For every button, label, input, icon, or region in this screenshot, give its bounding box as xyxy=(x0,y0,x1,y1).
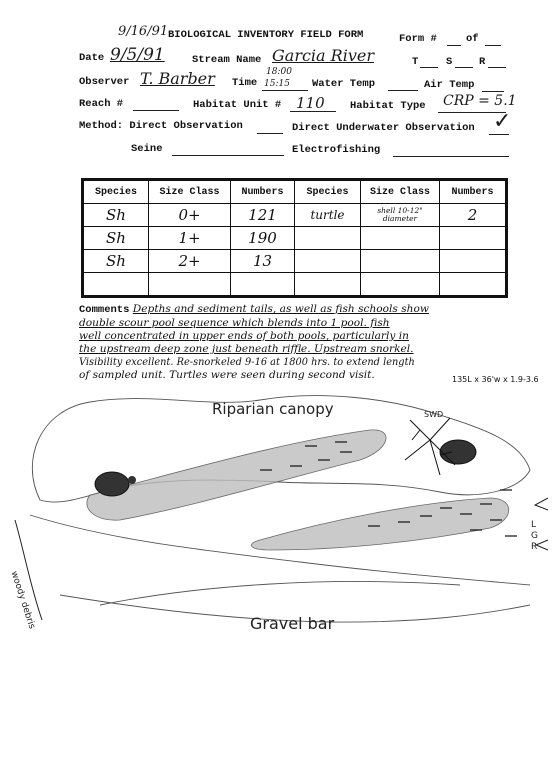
electrofishing-label: Electrofishing xyxy=(292,144,381,156)
gravel-bar-label: Gravel bar xyxy=(250,614,335,633)
col-header-species-1: Species xyxy=(83,180,149,204)
water-temp-label: Water Temp xyxy=(312,78,376,90)
downstream-pool-shading xyxy=(251,498,508,550)
col-header-numbers-1: Numbers xyxy=(231,180,295,204)
table-row xyxy=(83,227,507,250)
comments-text: well concentrated in upper ends of both pools, particularly in xyxy=(79,330,409,342)
table-cell: Sh xyxy=(83,227,149,250)
time-label: Time xyxy=(232,77,258,89)
table-cell xyxy=(295,250,361,273)
table-cell xyxy=(361,250,440,273)
col-header-species-2: Species xyxy=(295,180,361,204)
table-cell xyxy=(295,227,361,250)
date-label: Date xyxy=(79,52,105,64)
table-cell xyxy=(149,273,231,297)
lgr-label: L G R xyxy=(531,520,538,552)
table-row xyxy=(83,204,507,227)
table-cell xyxy=(83,273,149,297)
col-header-numbers-2: Numbers xyxy=(440,180,507,204)
table-cell: 2 xyxy=(440,204,507,227)
unit-dimensions: 135L x 36'w x 1.9-3.6 xyxy=(452,375,539,384)
observer-label: Observer xyxy=(79,76,130,88)
table-cell: shell 10-12" diameter xyxy=(361,204,440,227)
table-cell xyxy=(440,273,507,297)
woody-debris-label: woody debris xyxy=(8,570,37,631)
form-of-label: of xyxy=(466,33,479,45)
stream-name-label: Stream Name xyxy=(192,54,262,66)
t-label: T xyxy=(412,56,419,68)
table-cell xyxy=(231,273,295,297)
seine-label: Seine xyxy=(131,143,163,155)
table-cell xyxy=(361,273,440,297)
inventory-table xyxy=(81,178,508,298)
stream-edge-line xyxy=(100,582,460,605)
table-cell xyxy=(361,227,440,250)
comments-line-1 xyxy=(79,303,549,317)
comments-label: Comments xyxy=(79,304,130,316)
table-cell: 0+ xyxy=(149,204,231,227)
table-cell: 13 xyxy=(231,250,295,273)
upstream-pool-shading xyxy=(87,430,386,520)
riparian-canopy-label: Riparian canopy xyxy=(212,400,334,418)
top-date: 9/16/91 xyxy=(118,24,169,39)
stream-name-value: Garcia River xyxy=(272,46,374,65)
table-row xyxy=(83,273,507,297)
form-title: BIOLOGICAL INVENTORY FIELD FORM xyxy=(168,29,364,41)
comments-text: Visibility excellent. Re-snorkeled 9-16 at 1800 hrs. to extend length xyxy=(79,357,415,368)
table-cell: 2+ xyxy=(149,250,231,273)
table-cell: Sh xyxy=(83,204,149,227)
s-label: S xyxy=(446,56,453,68)
table-header-row xyxy=(83,180,507,204)
col-header-size-class-1: Size Class xyxy=(149,180,231,204)
time-value-1: 18:00 xyxy=(266,67,292,77)
comments-text: of sampled unit. Turtles were seen during second visit. xyxy=(79,369,375,381)
habitat-type-value: CRP = 5.1 xyxy=(443,93,517,109)
table-cell: turtle xyxy=(295,204,361,227)
direct-underwater-checkmark: ✓ xyxy=(493,109,512,134)
method-label: Method: Direct Observation xyxy=(79,120,243,132)
form-number-label: Form # xyxy=(399,33,437,45)
table-cell xyxy=(440,227,507,250)
table-cell: Sh xyxy=(83,250,149,273)
r-label: R xyxy=(479,56,486,68)
habitat-sketch xyxy=(0,380,554,710)
swd-label: SWD xyxy=(424,410,444,419)
comments-text: the upstream deep zone just beneath riffle. Upstream snorkel. xyxy=(79,343,414,355)
habitat-unit-label: Habitat Unit # xyxy=(193,99,282,111)
table-cell xyxy=(295,273,361,297)
table-cell: 1+ xyxy=(149,227,231,250)
air-temp-label: Air Temp xyxy=(424,79,475,91)
table-cell: 121 xyxy=(231,204,295,227)
table-cell: 190 xyxy=(231,227,295,250)
direct-underwater-label: Direct Underwater Observation xyxy=(292,122,475,134)
comments-text: double scour pool sequence which blends into 1 pool. fish xyxy=(79,317,390,329)
time-value-2: 15:15 xyxy=(264,79,290,89)
table-cell xyxy=(440,250,507,273)
reach-label: Reach # xyxy=(79,98,124,110)
comments-block xyxy=(79,303,549,382)
comments-text: Depths and sediment tails, as well as fish schools show xyxy=(132,303,429,315)
habitat-type-label: Habitat Type xyxy=(350,100,426,112)
habitat-unit-value: 110 xyxy=(296,94,325,112)
col-header-size-class-2: Size Class xyxy=(361,180,440,204)
date-value: 9/5/91 xyxy=(110,45,165,65)
observer-value: T. Barber xyxy=(140,69,215,88)
table-row xyxy=(83,250,507,273)
